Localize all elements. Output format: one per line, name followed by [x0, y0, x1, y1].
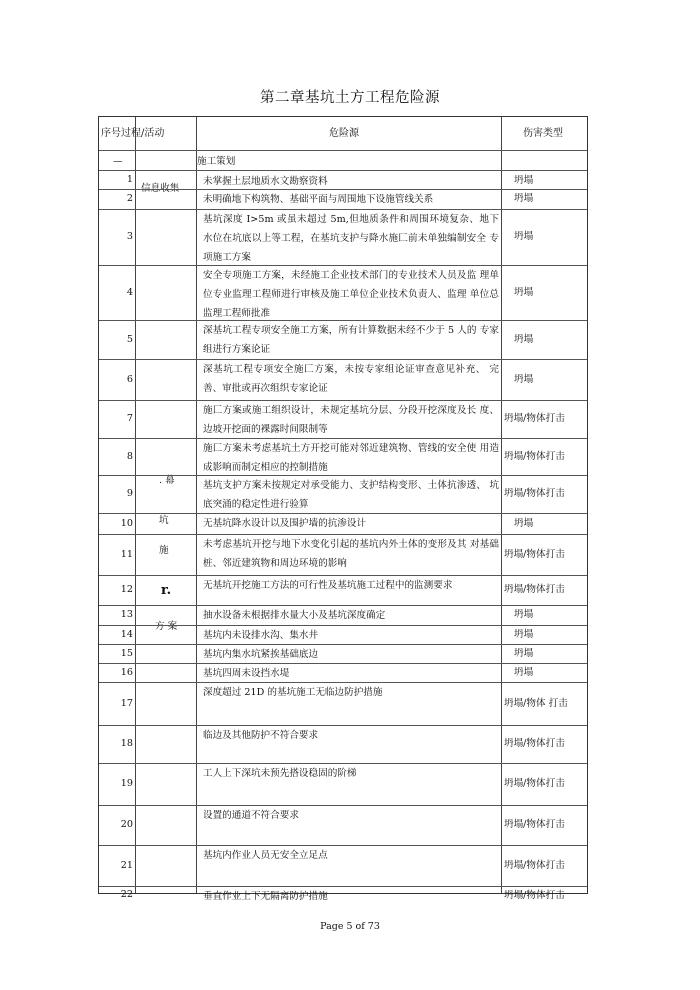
page-title: 第二章基坑土方工程危险源 [260, 90, 440, 106]
row-number: 10 [120, 517, 133, 529]
harm-type: 坍塌 [514, 609, 534, 620]
row-number: 1 [126, 174, 133, 185]
page-footer: Page 5 of 73 [320, 921, 380, 932]
group-plan-4: r. [161, 583, 172, 598]
row-number: 2 [126, 193, 133, 204]
header-harm: 伤害类型 [523, 128, 563, 139]
header-process: 过程/活动 [121, 128, 165, 139]
hazard-text: 深度超过 21D 的基坑施工无临边防护措施 [203, 687, 383, 698]
row-number: 7 [126, 413, 133, 424]
row-number: 22 [120, 889, 133, 900]
row-number: 8 [126, 450, 133, 462]
hazard-text: 设置的通道不符合要求 [203, 810, 299, 821]
row-number: 11 [120, 548, 133, 560]
harm-type: 坍塌/物体打击 [504, 890, 565, 901]
hazard-text: 安全专项施工方案，未经施工企业技术部门的专业技术人员及监 理单位专业监理工程师进行审核及施工单位企业技术负责人、监理 单位总监理工程师批准 [203, 270, 499, 319]
harm-type: 坍塌 [514, 517, 534, 529]
row-number: 21 [120, 859, 133, 871]
harm-type: 坍塌 [514, 667, 534, 678]
hazard-text: 基坑四周未设挡水堤 [203, 668, 290, 679]
hazard-text: 深基坑工程专项安全施匚方案，未按专家组论证审查意见补充、 完善、审批或再次组织专家论证 [203, 364, 499, 394]
harm-type: 坍塌/物体打击 [504, 548, 565, 560]
row-number: 5 [126, 333, 133, 345]
harm-type: 坍塌/物体打击 [504, 584, 565, 595]
harm-type: 坍塌 [514, 648, 534, 659]
hazard-text: 抽水设备未根据排水量大小及基坑深度确定 [203, 610, 386, 621]
harm-type: 坍塌/物体打击 [504, 738, 565, 749]
harm-type: 坍塌/物体打击 [504, 859, 565, 871]
hazard-text: 工人上下深坑未预先搭设稳固的阶梯 [203, 768, 357, 779]
row-number: 4 [126, 286, 133, 298]
harm-type: 坍塌/物体打击 [504, 413, 565, 424]
header-divider [99, 150, 587, 151]
hazard-text: 垂直作业上下无隔离防护措施 [203, 891, 328, 902]
harm-type: 坍塌/物体打击 [504, 450, 565, 462]
row-number: 13 [120, 609, 133, 620]
row-number: 15 [120, 647, 133, 659]
header-hazard: 危险源 [329, 128, 359, 139]
hazard-text: 基坑内未设排水沟、集水井 [203, 630, 319, 641]
hazard-text: 施匚方案未考虑基坑土方开挖可能对邻近建筑物、管线的安全使 用造成影响而制定相应的控制措施 [203, 443, 499, 473]
harm-type: 坍塌/物体 打击 [504, 697, 568, 709]
section-seq: — [113, 156, 123, 167]
harm-type: 坍塌 [514, 373, 534, 385]
hazard-text: 基坑内作业人员无安全立足点 [203, 850, 328, 861]
group-info-collection: 信息收集 [141, 183, 180, 194]
harm-type: 坍塌 [514, 175, 534, 186]
row-number: 19 [120, 778, 133, 789]
hazard-text: 无基坑降水设计以及围护墙的抗渗设计 [203, 518, 367, 529]
section-process: 施工策划 [197, 156, 236, 167]
col-divider-seq [135, 117, 136, 893]
row-number: 3 [126, 231, 133, 242]
row-number: 12 [120, 584, 133, 595]
hazard-text: 未明确地下构筑物、基础平面与周围地下设施管线关系 [203, 194, 434, 205]
harm-type: 坍塌 [514, 629, 534, 640]
col-divider-hazard [501, 117, 502, 893]
hazard-text: 基坑支护方案未按规定对承受能力、支护结构变形、土体抗渗透、 坑底突涌的稳定性进行验算 [203, 480, 499, 510]
harm-type: 坍塌/物体打击 [504, 819, 565, 830]
row-number: 16 [120, 666, 133, 678]
group-plan-1: . 幕 [159, 475, 175, 486]
harm-type: 坍塌 [514, 333, 534, 345]
group-plan-2: 坑 [159, 515, 169, 526]
hazard-text: 无基坑开挖施工方法的可行性及基坑施工过程中的监测要求 [203, 580, 453, 591]
hazard-text: 施匚方案或施工组织设计，未规定基坑分层、分段开挖深度及长 度、边坡开挖面的裸露时间限制等 [203, 405, 499, 435]
hazard-text: 未考虑基坑开挖与地下水变化引起的基坑内外土体的变形及其 对基础桩、邻近建筑物和周边环境的影响 [203, 539, 499, 569]
group-plan-5: 方 案 [155, 621, 178, 632]
row-number: 6 [126, 373, 133, 385]
row-number: 20 [120, 819, 133, 830]
group-plan-3: 施 [159, 545, 169, 556]
hazard-text: 深基坑工程专项安全施工方案，所有计算数据未经不少于 5 人的 专家组进行方案论证 [203, 325, 499, 355]
col-divider-process [196, 117, 197, 893]
harm-type: 坍塌 [514, 286, 534, 298]
harm-type: 坍塌 [514, 193, 534, 204]
row-number: 14 [120, 628, 133, 640]
hazard-table [98, 116, 588, 902]
row-number: 18 [120, 738, 133, 749]
header-seq: 序号 [101, 128, 121, 139]
harm-type: 坍塌 [514, 231, 534, 242]
hazard-text: 基坑内集水坑紧挨基础底边 [203, 649, 319, 660]
harm-type: 坍塌/物体打击 [504, 488, 565, 499]
hazard-text: 基坑深度 I>5m 或虽未超过 5m,但地质条件和周围环境复杂、地下 水位在坑底以上等工程，在基坑支护与降水施匚前未单独编制安全 专项施工方案 [203, 214, 499, 263]
row-number: 9 [126, 488, 133, 499]
hazard-text: 临边及其他防护不符合要求 [203, 730, 319, 741]
row-number: 17 [120, 697, 133, 709]
harm-type: 坍塌/物体打击 [504, 778, 565, 789]
hazard-text: 未掌握土层地质水文勘察资料 [203, 176, 328, 187]
